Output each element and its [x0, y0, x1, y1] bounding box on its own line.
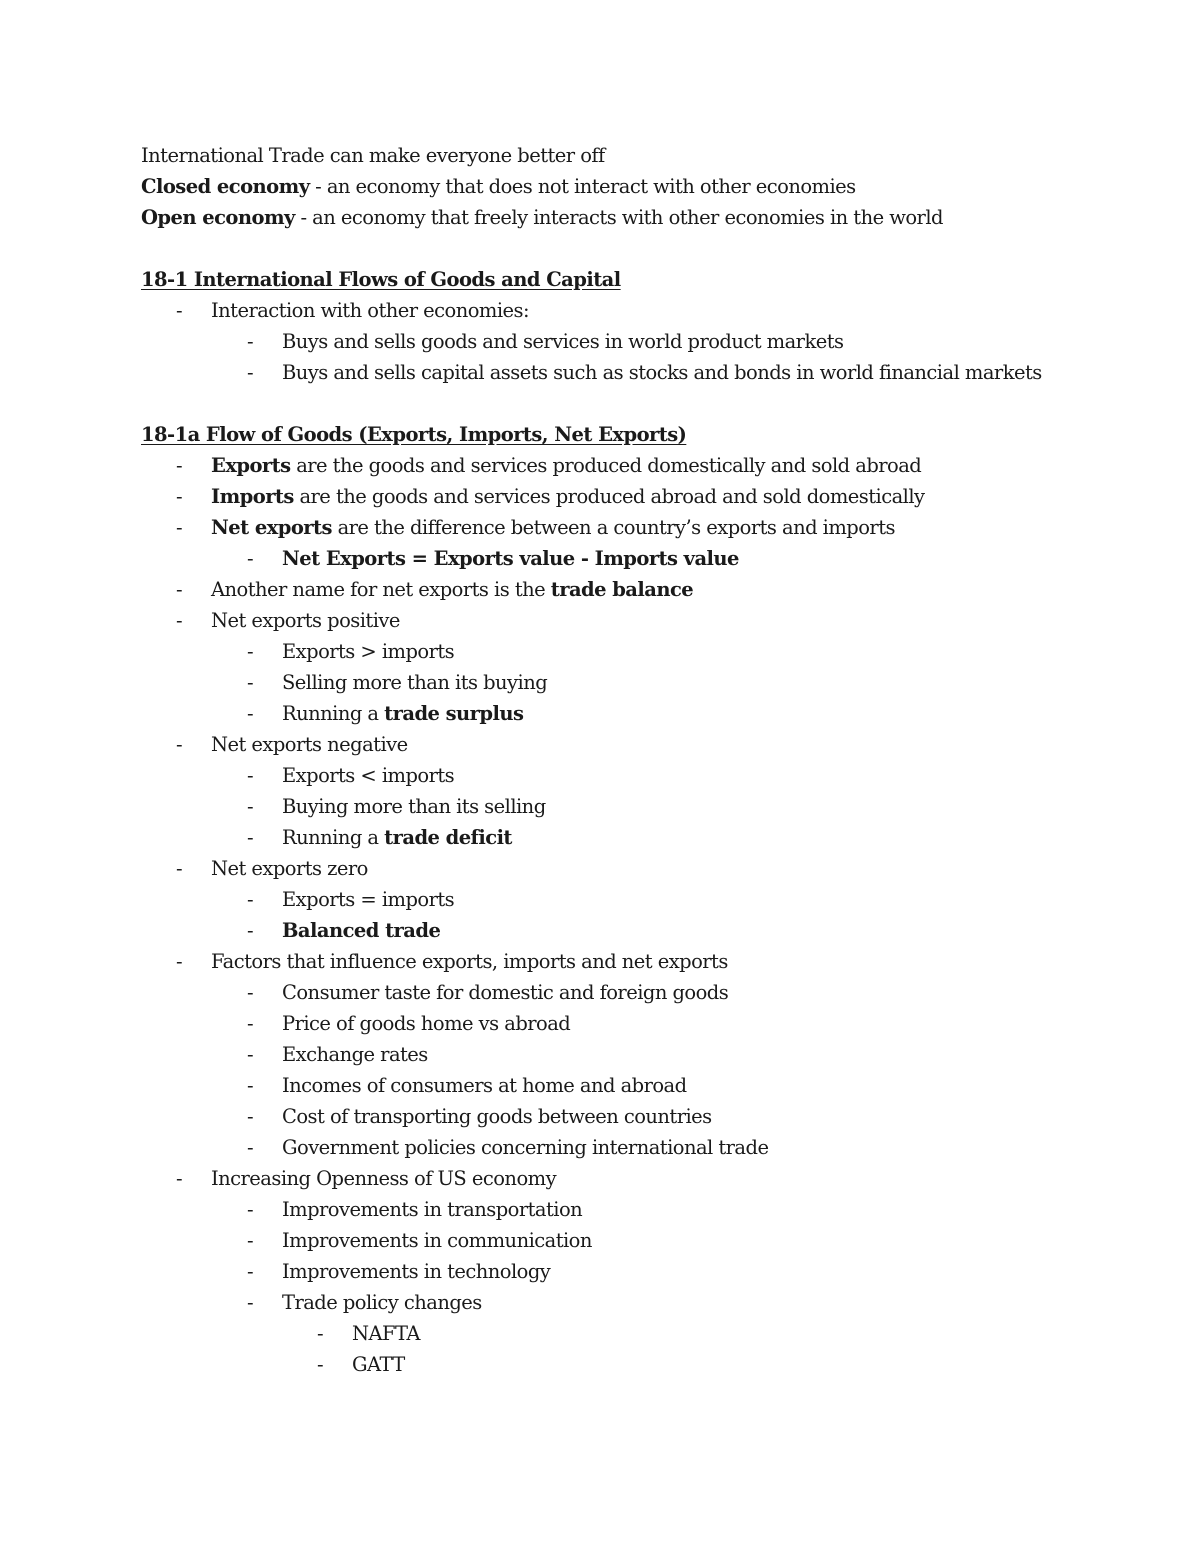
list-item-text: Exports < imports: [282, 764, 455, 787]
intro-text: International Trade can make everyone better off: [141, 144, 605, 167]
list-item-text: Net exports positive: [211, 609, 400, 632]
list-item-text: [282, 698, 523, 729]
bullet-dash: -: [247, 547, 254, 570]
imports-definition: are the goods and services produced abroad and sold domestically: [293, 485, 925, 508]
section-heading-18-1a: [141, 419, 686, 450]
bullet-dash: -: [247, 888, 254, 911]
list-item-text: [211, 450, 921, 481]
bullet-dash: -: [247, 826, 254, 849]
trade-surplus-prefix: Running a: [282, 702, 385, 725]
list-item-text: [282, 822, 512, 853]
list-item-text: Interaction with other economies:: [211, 299, 529, 322]
bullet-dash: -: [176, 516, 183, 539]
bullet-dash: -: [247, 1105, 254, 1128]
bullet-dash: -: [247, 1136, 254, 1159]
bullet-dash: -: [247, 671, 254, 694]
bullet-dash: -: [247, 361, 254, 384]
list-item-text: Increasing Openness of US economy: [211, 1167, 557, 1190]
intro-line: [141, 140, 605, 171]
trade-balance-prefix: Another name for net exports is the: [211, 578, 551, 601]
list-item-text: Exports > imports: [282, 640, 455, 663]
list-item-text: Exchange rates: [282, 1043, 428, 1066]
list-item-text: Buys and sells capital assets such as stocks and bonds in world financial markets: [282, 361, 1042, 384]
bullet-dash: -: [247, 1291, 254, 1314]
list-item-text: Buying more than its selling: [282, 795, 546, 818]
net-exports-definition: are the difference between a country’s exports and imports: [331, 516, 895, 539]
bullet-dash: -: [317, 1322, 324, 1345]
exports-definition: are the goods and services produced domestically and sold abroad: [290, 454, 922, 477]
list-item-text: Price of goods home vs abroad: [282, 1012, 571, 1035]
bullet-dash: -: [176, 299, 183, 322]
open-economy-definition: [141, 202, 943, 233]
section-heading-text: 18-1a Flow of Goods (Exports, Imports, Net Exports): [141, 423, 687, 446]
trade-deficit-prefix: Running a: [282, 826, 385, 849]
trade-balance-term: trade balance: [550, 578, 694, 601]
net-exports-term: Net exports: [211, 516, 332, 539]
list-item-text: Improvements in communication: [282, 1229, 592, 1252]
list-item-text: Improvements in transportation: [282, 1198, 583, 1221]
bullet-dash: -: [247, 981, 254, 1004]
bullet-dash: -: [176, 1167, 183, 1190]
bullet-dash: -: [176, 485, 183, 508]
list-item-text: Consumer taste for domestic and foreign goods: [282, 981, 729, 1004]
section-heading-18-1: [141, 264, 621, 295]
list-item-text: GATT: [352, 1353, 405, 1376]
bullet-dash: -: [247, 1043, 254, 1066]
list-item-text: Selling more than its buying: [282, 671, 548, 694]
bullet-dash: -: [317, 1353, 324, 1376]
trade-surplus-term: trade surplus: [384, 702, 524, 725]
closed-economy-definition: [141, 171, 856, 202]
bullet-dash: -: [176, 609, 183, 632]
bullet-dash: -: [247, 795, 254, 818]
bullet-dash: -: [247, 1012, 254, 1035]
list-item-text: Net exports zero: [211, 857, 368, 880]
formula-text: Net Exports = Exports value - Imports value: [282, 547, 739, 570]
section-heading-text: 18-1 International Flows of Goods and Capital: [141, 268, 621, 291]
bullet-dash: -: [176, 733, 183, 756]
bullet-dash: -: [176, 950, 183, 973]
exports-term: Exports: [211, 454, 291, 477]
open-economy-text: - an economy that freely interacts with other economies in the world: [294, 206, 943, 229]
trade-deficit-term: trade deficit: [384, 826, 512, 849]
bullet-dash: -: [247, 764, 254, 787]
bullet-dash: -: [247, 640, 254, 663]
balanced-trade-term: Balanced trade: [282, 919, 441, 942]
bullet-dash: -: [247, 1229, 254, 1252]
list-item-text: [211, 481, 925, 512]
list-item-text: Net exports negative: [211, 733, 408, 756]
list-item-text: Buys and sells goods and services in world product markets: [282, 330, 844, 353]
bullet-dash: -: [247, 1198, 254, 1221]
list-item-text: [282, 915, 440, 946]
list-item-text: Improvements in technology: [282, 1260, 551, 1283]
bullet-dash: -: [247, 1074, 254, 1097]
list-item-text: Incomes of consumers at home and abroad: [282, 1074, 687, 1097]
closed-economy-text: - an economy that does not interact with other economies: [309, 175, 856, 198]
bullet-dash: -: [176, 454, 183, 477]
bullet-dash: -: [247, 919, 254, 942]
list-item-text: Exports = imports: [282, 888, 455, 911]
closed-economy-term: Closed economy: [141, 175, 310, 198]
list-item-text: Cost of transporting goods between countries: [282, 1105, 712, 1128]
bullet-dash: -: [176, 578, 183, 601]
imports-term: Imports: [211, 485, 294, 508]
list-item-text: Government policies concerning international trade: [282, 1136, 769, 1159]
open-economy-term: Open economy: [141, 206, 295, 229]
bullet-dash: -: [247, 702, 254, 725]
bullet-dash: -: [247, 1260, 254, 1283]
bullet-dash: -: [247, 330, 254, 353]
bullet-dash: -: [176, 857, 183, 880]
list-item-text: Trade policy changes: [282, 1291, 482, 1314]
list-item-text: [211, 574, 693, 605]
list-item-text: NAFTA: [352, 1322, 420, 1345]
net-exports-formula: [282, 543, 739, 574]
list-item-text: [211, 512, 895, 543]
list-item-text: Factors that influence exports, imports and net exports: [211, 950, 728, 973]
